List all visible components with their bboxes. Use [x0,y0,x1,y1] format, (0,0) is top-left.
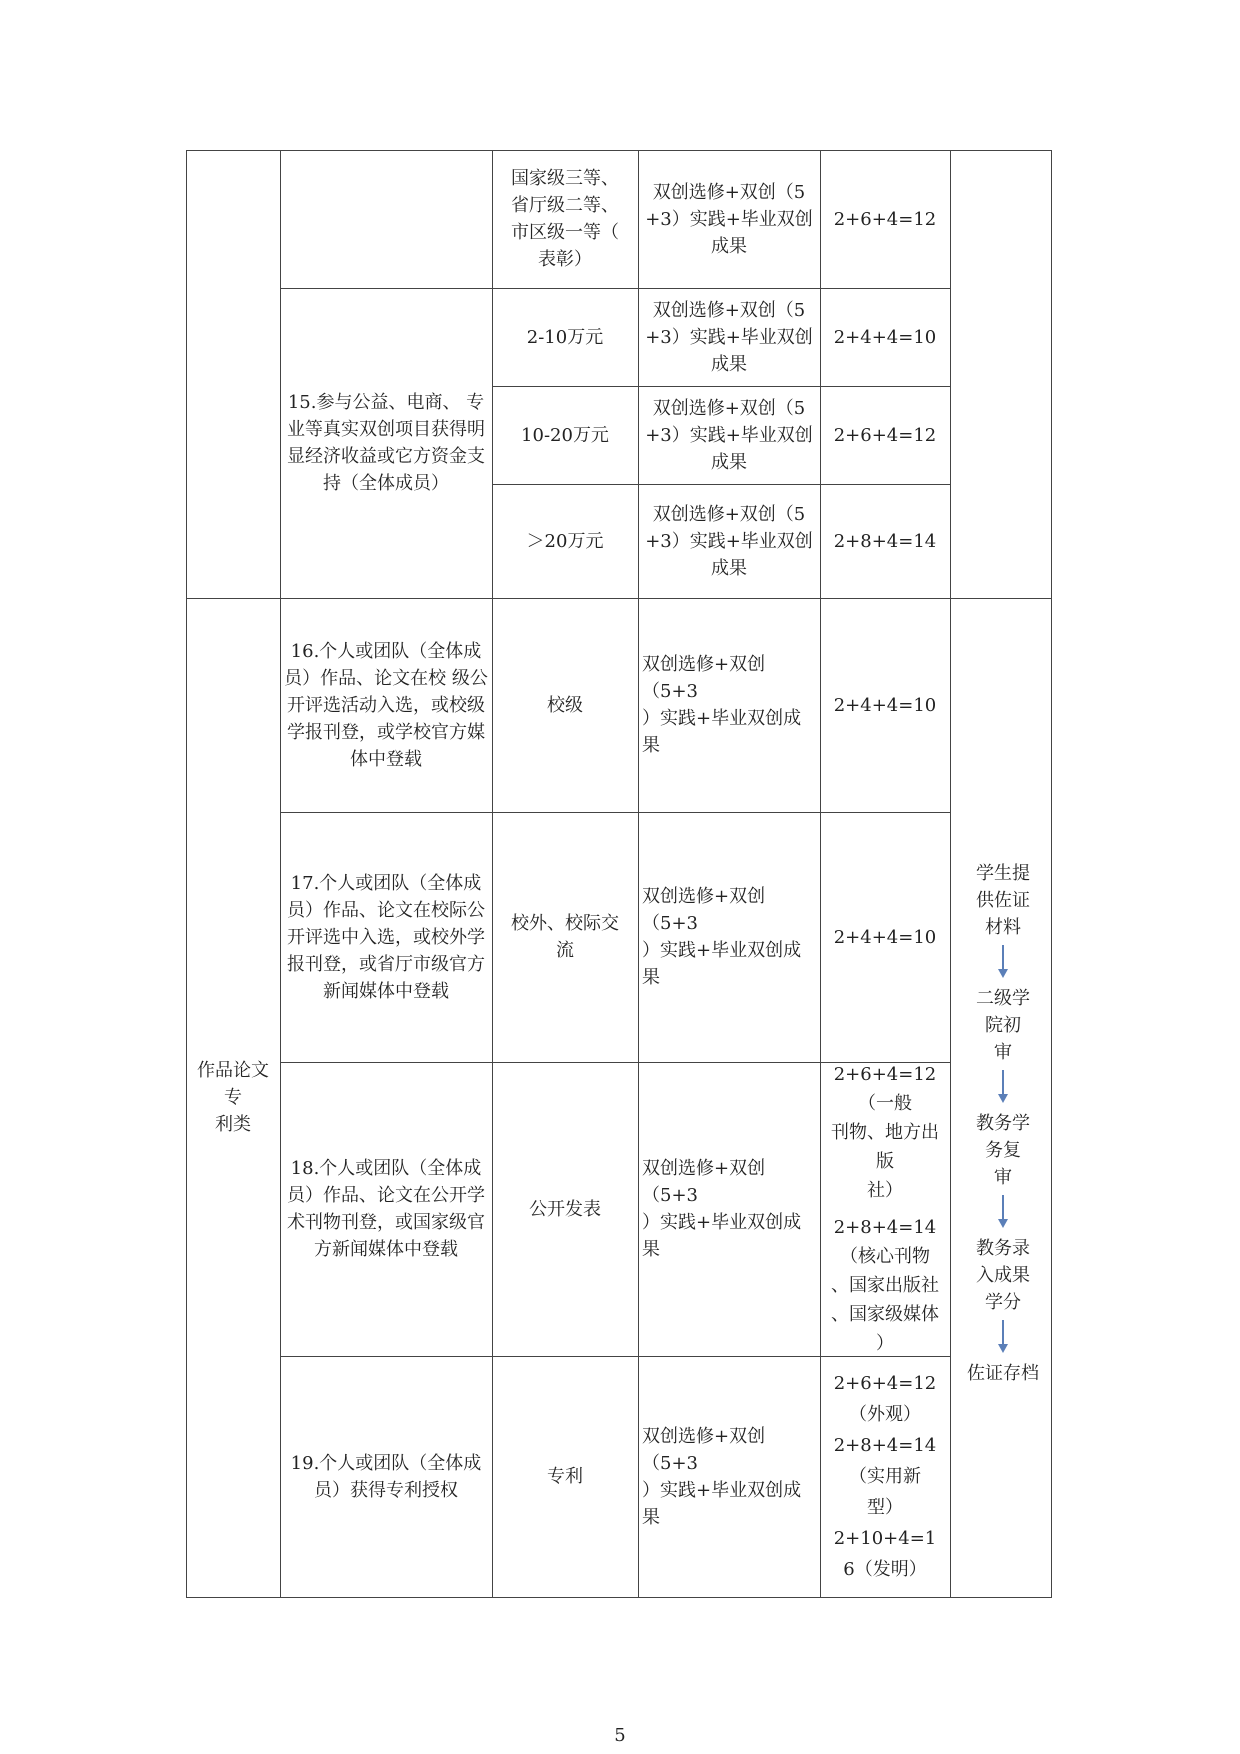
down-arrow-icon [997,1070,1009,1104]
course-cell: 双创选修+双创（5+3 ）实践+毕业双创成果 [642,1425,802,1528]
level-cell: 国家级三等、 省厅级二等、 市区级一等（ 表彰） [511,168,619,270]
item-cell-15: 15.参与公益、电商、 专 业等真实双创项目获得明 显经济收益或它方资金支 持（全体成员） [287,392,485,494]
credits-cell: 2+4+4=10 [833,694,937,716]
level-cell: 公开发表 [529,1198,601,1220]
credits-cell [820,1062,950,1356]
course-cell: 双创选修+双创（5 +3）实践+毕业双创 成果 [645,503,813,579]
credits-cell: 2+6+4=12 [833,424,937,446]
process-step: 教务学 务复 审 [976,1113,1030,1188]
level-cell: 校外、校际交 流 [511,913,619,961]
table-border-bottom [186,1597,1052,1598]
level-cell: ＞20万元 [526,530,604,552]
level-cell: 10-20万元 [521,424,609,446]
page-number: 5 [614,1725,626,1746]
credits-cell: 2+4+4=10 [833,326,937,348]
course-cell: 双创选修+双创（5 +3）实践+毕业双创 成果 [645,397,813,473]
credits-general: 2+6+4=12（一般 刊物、地方出版 社） [831,1064,939,1201]
credits-cell: 2+6+4=12 [833,208,937,230]
process-step: 佐证存档 [967,1363,1039,1384]
credits-cell: 2+6+4=12 （外观） 2+8+4=14 （实用新 型） 2+10+4=1 6（发明） [833,1373,937,1580]
item-cell-18: 18.个人或团队（全体成 员）作品、论文在公开学 术刊物刊登，或国家级官 方新闻媒体中登载 [287,1158,485,1260]
level-cell: 2-10万元 [526,326,604,348]
item-cell-16: 16.个人或团队（全体成 员）作品、论文在校 级公 开评选活动入选，或校级 学报刊登，或学校官方媒 体中登载 [284,640,488,770]
course-cell: 双创选修+双创（5+3 ）实践+毕业双创成果 [642,886,802,988]
down-arrow-icon [997,945,1009,979]
level-cell: 专利 [547,1466,583,1487]
process-step: 二级学 院初 审 [976,988,1030,1063]
category-cell: 作品论文专 利类 [197,1060,269,1135]
level-cell: 校级 [547,694,583,716]
process-step: 学生提 供佐证 材料 [976,863,1030,938]
credits-core: 2+8+4=14 （核心刊物 、国家出版社 、国家级媒体 ） [831,1217,939,1354]
course-cell: 双创选修+双创（5+3 ）实践+毕业双创成果 [642,1158,802,1260]
course-cell: 双创选修+双创（5 +3）实践+毕业双创 成果 [645,181,813,257]
credits-cell: 2+8+4=14 [833,530,937,552]
down-arrow-icon [997,1195,1009,1229]
process-flow [951,860,1055,1387]
credits-cell: 2+4+4=10 [833,926,937,948]
process-step: 教务录 入成果 学分 [976,1238,1030,1313]
item-cell-17: 17.个人或团队（全体成 员）作品、论文在校际公 开评选中入选，或校外学 报刊登，或省厅市级官方 新闻媒体中登载 [287,872,485,1002]
down-arrow-icon [997,1320,1009,1354]
course-cell: 双创选修+双创（5 +3）实践+毕业双创 成果 [645,299,813,375]
course-cell: 双创选修+双创（5+3 ）实践+毕业双创成果 [642,654,802,756]
item-cell-19: 19.个人或团队（全体成 员）获得专利授权 [290,1452,482,1501]
